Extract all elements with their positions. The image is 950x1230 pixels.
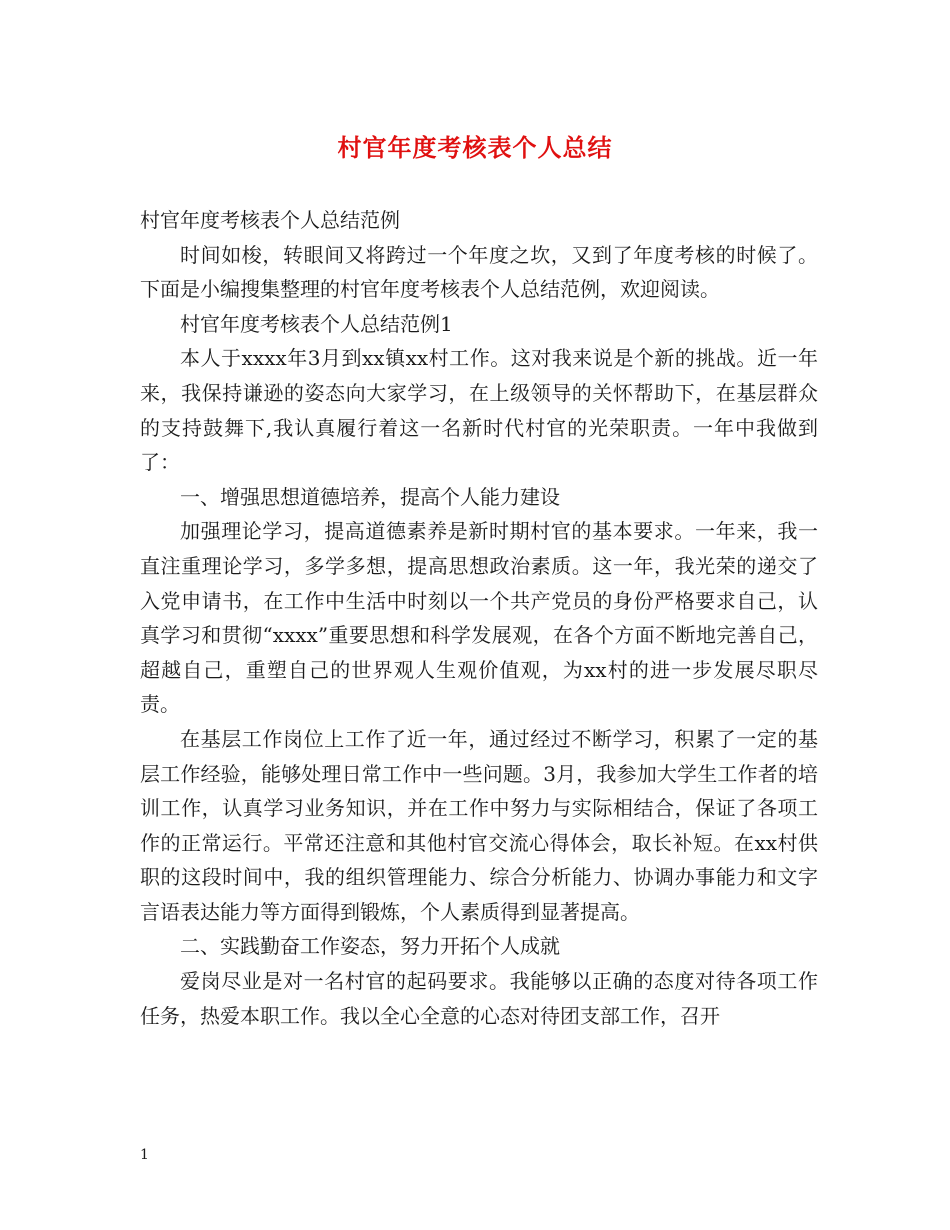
paragraph-intro: 时间如梭，转眼间又将跨过一个年度之坎，又到了年度考核的时候了。下面是小编搜集整理的村官年度考核表个人总结范例，欢迎阅读。: [140, 242, 818, 302]
section-heading-1: 一、增强思想道德培养，提高个人能力建设: [180, 484, 560, 509]
page-number: 1: [140, 1147, 149, 1163]
paragraph-subtitle: 村官年度考核表个人总结范例: [140, 208, 400, 232]
paragraph-work-experience: 在基层工作岗位上工作了近一年，通过经过不断学习，积累了一定的基层工作经验，能够处理日常工作中一些问题。3月，我参加大学生工作者的培训工作，认真学习业务知识，并在工作中努力与实际相结合，保证了各项工作的正常运行。平常还注意和其他村官交流心得体会，取长补短。在xx村供职的这段时间中，我的组织管理能力、综合分析能力、协调办事能力和文字言语表达能力等方面得到锻炼，个人素质得到显著提高。: [140, 726, 818, 924]
paragraph-dedication: 爱岗尽业是对一名村官的起码要求。我能够以正确的态度对待各项工作任务，热爱本职工作。我以全心全意的心态对待团支部工作，召开: [140, 969, 818, 1028]
document-title: 村官年度考核表个人总结: [337, 133, 613, 162]
document-body: [140, 203, 818, 1033]
section-heading-2: 二、实践勤奋工作姿态，努力开拓个人成就: [180, 934, 560, 959]
paragraph-theory-study: 加强理论学习，提高道德素养是新时期村官的基本要求。一年来，我一直注重理论学习，多学多想，提高思想政治素质。这一年，我光荣的递交了入党申请书，在工作中生活中时刻以一个共产党员的身份严格要求自己，认真学习和贯彻“xxxx”重要思想和科学发展观，在各个方面不断地完善自己，超越自己，重塑自己的世界观人生观价值观，为xx村的进一步发展尽职尽责。: [140, 519, 818, 717]
paragraph-opening: 本人于xxxx年3月到xx镇xx村工作。这对我来说是个新的挑战。近一年来，我保持谦逊的姿态向大家学习，在上级领导的关怀帮助下，在基层群众的支持鼓舞下,我认真履行着这一名新时代村官的光荣职责。一年中我做到了：: [140, 346, 818, 475]
paragraph-example-heading: 村官年度考核表个人总结范例1: [180, 311, 453, 336]
